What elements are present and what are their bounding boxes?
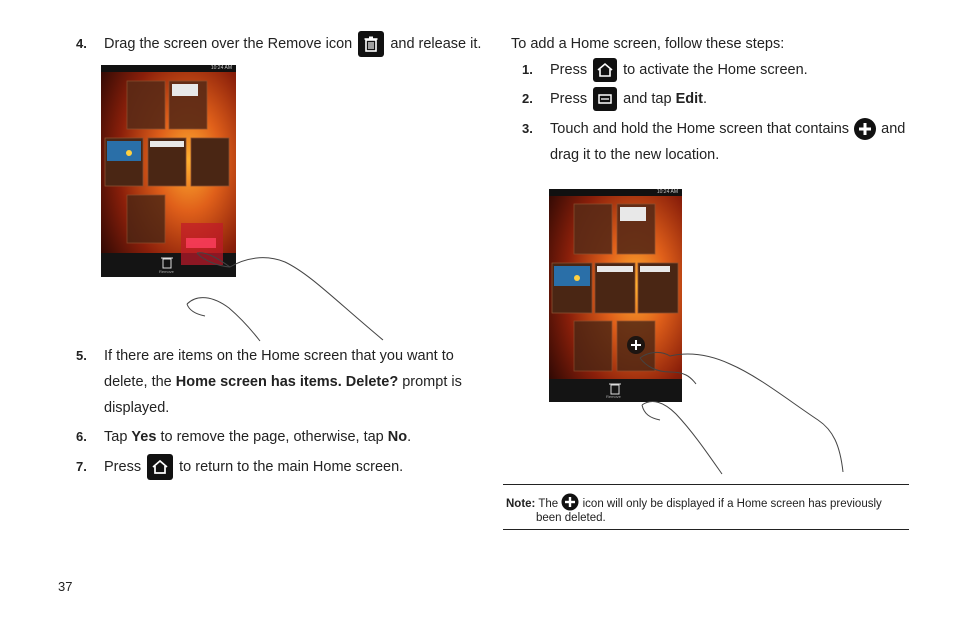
step-text: drag it to the new location.	[550, 147, 720, 163]
step-text: and tap	[623, 91, 676, 107]
menu-icon	[593, 87, 617, 111]
note-label: Note:	[506, 498, 536, 510]
edit-label: Edit	[675, 91, 703, 107]
step-text: .	[407, 429, 412, 445]
intro-text: To add a Home screen, follow these steps:	[511, 36, 785, 52]
step-text: Tap	[104, 429, 132, 445]
plus-circle-icon	[561, 493, 579, 511]
note-text: icon will only be displayed if a Home screen has previously	[582, 498, 882, 510]
home-icon	[593, 58, 617, 82]
step-text: prompt is	[398, 374, 462, 390]
trash-icon	[358, 31, 384, 57]
step-text: Press	[550, 62, 588, 78]
step-number: 4.	[76, 36, 87, 51]
step-number: 6.	[76, 429, 87, 444]
step-text: Press	[104, 459, 142, 475]
home-icon	[147, 454, 173, 480]
step-text: .	[702, 91, 707, 107]
step-text: and	[881, 121, 906, 137]
yes-label: Yes	[131, 429, 157, 445]
step-text: delete, the	[104, 374, 176, 390]
step-text: Press	[550, 91, 588, 107]
no-label: No	[387, 429, 408, 445]
status-time: 10:24 AM	[210, 65, 232, 71]
step-text: If there are items on the Home screen that you want to	[104, 348, 454, 364]
note-text: The	[538, 498, 559, 510]
plus-circle-icon	[853, 117, 877, 141]
step-text: and release it.	[390, 36, 482, 52]
step-text: Touch and hold the Home screen that contains	[550, 121, 850, 137]
remove-label: Remove	[159, 269, 174, 274]
step-number: 5.	[76, 348, 87, 363]
note-box	[503, 484, 909, 530]
hand-pointer	[638, 350, 848, 475]
step-text: to return to the main Home screen.	[179, 459, 404, 475]
status-time: 10:24 AM	[656, 189, 678, 195]
remove-label: Remove	[606, 394, 621, 399]
page-number: 37	[58, 579, 73, 594]
hand-pointer	[185, 252, 385, 342]
step-text: to remove the page, otherwise, tap	[156, 429, 388, 445]
step-number: 2.	[522, 91, 533, 106]
step-text: to activate the Home screen.	[623, 62, 808, 78]
step-text: Drag the screen over the Remove icon	[104, 36, 353, 52]
note-text: been deleted.	[536, 512, 606, 524]
step-number: 7.	[76, 459, 87, 474]
prompt-name: Home screen has items. Delete?	[175, 374, 399, 390]
step-text: displayed.	[104, 400, 170, 416]
step-number: 3.	[522, 121, 533, 136]
home-screen-screenshot-remove	[101, 65, 236, 277]
step-number: 1.	[522, 62, 533, 77]
